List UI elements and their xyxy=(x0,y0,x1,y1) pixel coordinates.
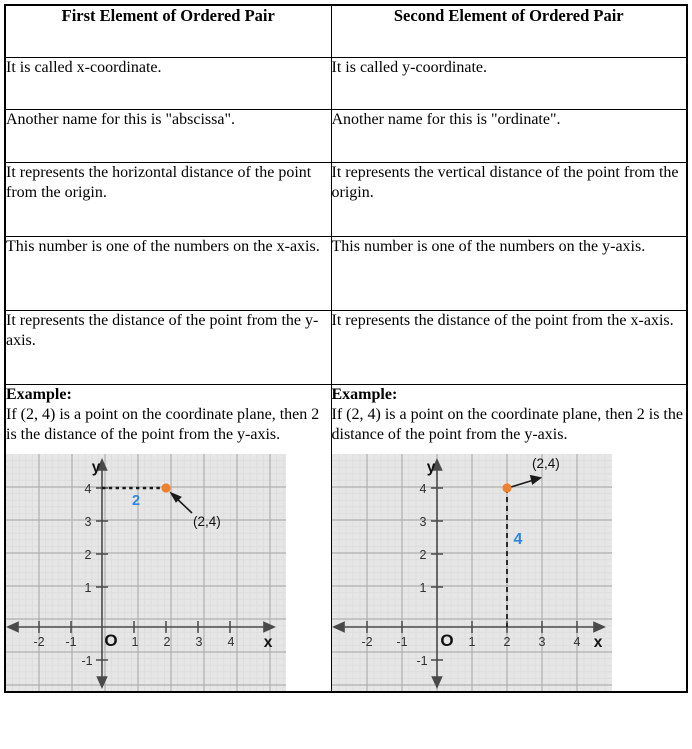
x-tick-label-2: 2 xyxy=(503,634,510,649)
x-tick-label-2: 2 xyxy=(163,634,171,649)
y-coordinate-graph-svg xyxy=(332,454,612,691)
x-tick-label--2: -2 xyxy=(33,634,45,649)
cell-right-example xyxy=(331,385,687,692)
y-coordinate-graph xyxy=(332,454,687,691)
cell-right-0: It is called y-coordinate. xyxy=(331,58,687,110)
y-axis-label: y xyxy=(426,458,435,476)
table-row xyxy=(5,311,687,385)
example-body-right: If (2, 4) is a point on the coordinate plane, then 2 is the distance of the point from the y-axis. xyxy=(331,406,683,444)
origin-label: O xyxy=(104,630,118,650)
y-distance-value-label: 4 xyxy=(513,530,522,548)
x-coordinate-graph xyxy=(6,454,331,691)
x-tick-label-3: 3 xyxy=(538,634,545,649)
x-coordinate-graph-svg xyxy=(6,454,286,691)
y-tick-label-4: 4 xyxy=(419,481,426,496)
table-row xyxy=(5,110,687,163)
plotted-point xyxy=(502,483,511,492)
cell-right-1: Another name for this is "ordinate". xyxy=(331,110,687,163)
point-label: (2,4) xyxy=(531,455,560,471)
table-row xyxy=(5,58,687,110)
y-tick-label-4: 4 xyxy=(84,481,92,496)
cell-left-3: This number is one of the numbers on the x-axis. xyxy=(5,237,331,311)
y-tick-label--1: -1 xyxy=(81,653,93,668)
column-header-second-element: Second Element of Ordered Pair xyxy=(331,5,687,58)
table-header-row xyxy=(5,5,687,58)
x-tick-label--1: -1 xyxy=(395,634,408,649)
table-row-example xyxy=(5,385,687,692)
ordered-pair-comparison-table xyxy=(4,4,688,693)
table-row xyxy=(5,163,687,237)
cell-left-1: Another name for this is "abscissa". xyxy=(5,110,331,163)
plotted-point xyxy=(161,483,170,492)
cell-left-2: It represents the horizontal distance of the point from the origin. xyxy=(5,163,331,237)
cell-right-2: It represents the vertical distance of the point from the origin. xyxy=(331,163,687,237)
x-tick-label-3: 3 xyxy=(195,634,203,649)
example-title-right: Example: xyxy=(331,386,398,403)
column-header-first-element: First Element of Ordered Pair xyxy=(5,5,331,58)
cell-right-3: This number is one of the numbers on the y-axis. xyxy=(331,237,687,311)
y-tick-label-1: 1 xyxy=(419,580,426,595)
x-tick-label-4: 4 xyxy=(573,634,580,649)
cell-right-4: It represents the distance of the point from the x-axis. xyxy=(331,311,687,385)
y-tick-label--1: -1 xyxy=(415,653,428,668)
y-tick-label-2: 2 xyxy=(84,547,92,562)
example-body-left: If (2, 4) is a point on the coordinate plane, then 2 is the distance of the point from the y-axis. xyxy=(6,406,320,444)
x-tick-label-1: 1 xyxy=(468,634,475,649)
cell-left-example xyxy=(5,385,331,692)
example-title-left: Example: xyxy=(6,386,72,403)
x-tick-label-4: 4 xyxy=(227,634,235,649)
x-distance-value-label: 2 xyxy=(131,492,141,509)
y-axis-label: y xyxy=(91,458,101,476)
comparison-table-page xyxy=(0,4,692,749)
y-tick-label-3: 3 xyxy=(84,514,92,529)
point-label: (2,4) xyxy=(193,513,221,529)
table-row xyxy=(5,237,687,311)
x-axis-label: x xyxy=(593,633,602,651)
x-tick-label--1: -1 xyxy=(65,634,77,649)
y-tick-label-2: 2 xyxy=(419,547,426,562)
y-tick-label-1: 1 xyxy=(84,580,92,595)
cell-left-4: It represents the distance of the point from the y-axis. xyxy=(5,311,331,385)
x-tick-label--2: -2 xyxy=(360,634,373,649)
cell-left-0: It is called x-coordinate. xyxy=(5,58,331,110)
x-tick-label-1: 1 xyxy=(131,634,139,649)
x-axis-label: x xyxy=(263,633,273,651)
y-tick-label-3: 3 xyxy=(419,514,426,529)
origin-label: O xyxy=(439,630,454,650)
